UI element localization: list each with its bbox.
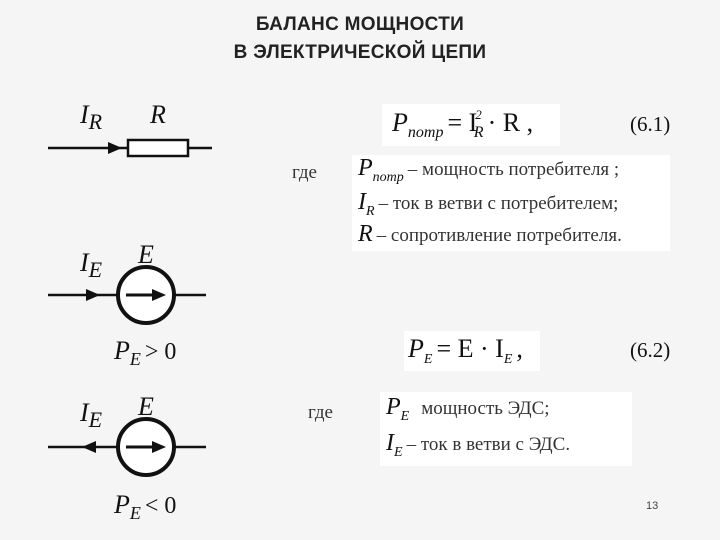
current-ir-label: IR bbox=[80, 100, 103, 134]
emf-source-2 bbox=[48, 419, 206, 475]
slide-title-line2: В ЭЛЕКТРИЧЕСКОЙ ЦЕПИ bbox=[233, 42, 487, 63]
definition-row: R – сопротивление потребителя. bbox=[358, 221, 622, 247]
formula-6-1: Pпотр = $I^2R \cdot R$ , bbox=[382, 104, 560, 146]
equation-number-6-1: (6.1) bbox=[630, 112, 671, 136]
current-arrow-icon bbox=[86, 289, 100, 301]
current-arrow-icon bbox=[82, 441, 96, 453]
where-label-2: где bbox=[308, 402, 333, 423]
where-label-1: где bbox=[292, 162, 317, 183]
condition-negative: PE < 0 bbox=[114, 490, 177, 523]
resistor-label: R bbox=[150, 100, 166, 129]
current-arrow-icon bbox=[108, 142, 122, 154]
definition-row: PE мощность ЭДС; bbox=[386, 394, 550, 424]
definition-row: Pпотр – мощность потребителя ; bbox=[358, 155, 620, 185]
resistor-branch bbox=[48, 140, 212, 156]
formula-6-2: PE = E · IE , bbox=[404, 331, 540, 371]
emf-label-2: E bbox=[138, 392, 154, 421]
definitions-6-1 bbox=[352, 155, 670, 251]
emf-label-1: E bbox=[138, 240, 154, 269]
definitions-6-2 bbox=[380, 392, 632, 466]
condition-positive: PE > 0 bbox=[114, 336, 177, 369]
definition-row: IE – ток в ветви с ЭДС. bbox=[386, 430, 571, 460]
slide-title-line1: БАЛАНС МОЩНОСТИ bbox=[255, 14, 465, 35]
resistor-icon bbox=[128, 140, 188, 156]
equation-number-6-2: (6.2) bbox=[630, 338, 671, 362]
definition-row: IR – ток в ветви с потребителем; bbox=[358, 189, 619, 219]
emf-source-1 bbox=[48, 267, 206, 323]
current-ie-label-2: IE bbox=[80, 398, 103, 432]
current-ie-label-1: IE bbox=[80, 248, 103, 282]
page-number: 13 bbox=[646, 500, 659, 512]
